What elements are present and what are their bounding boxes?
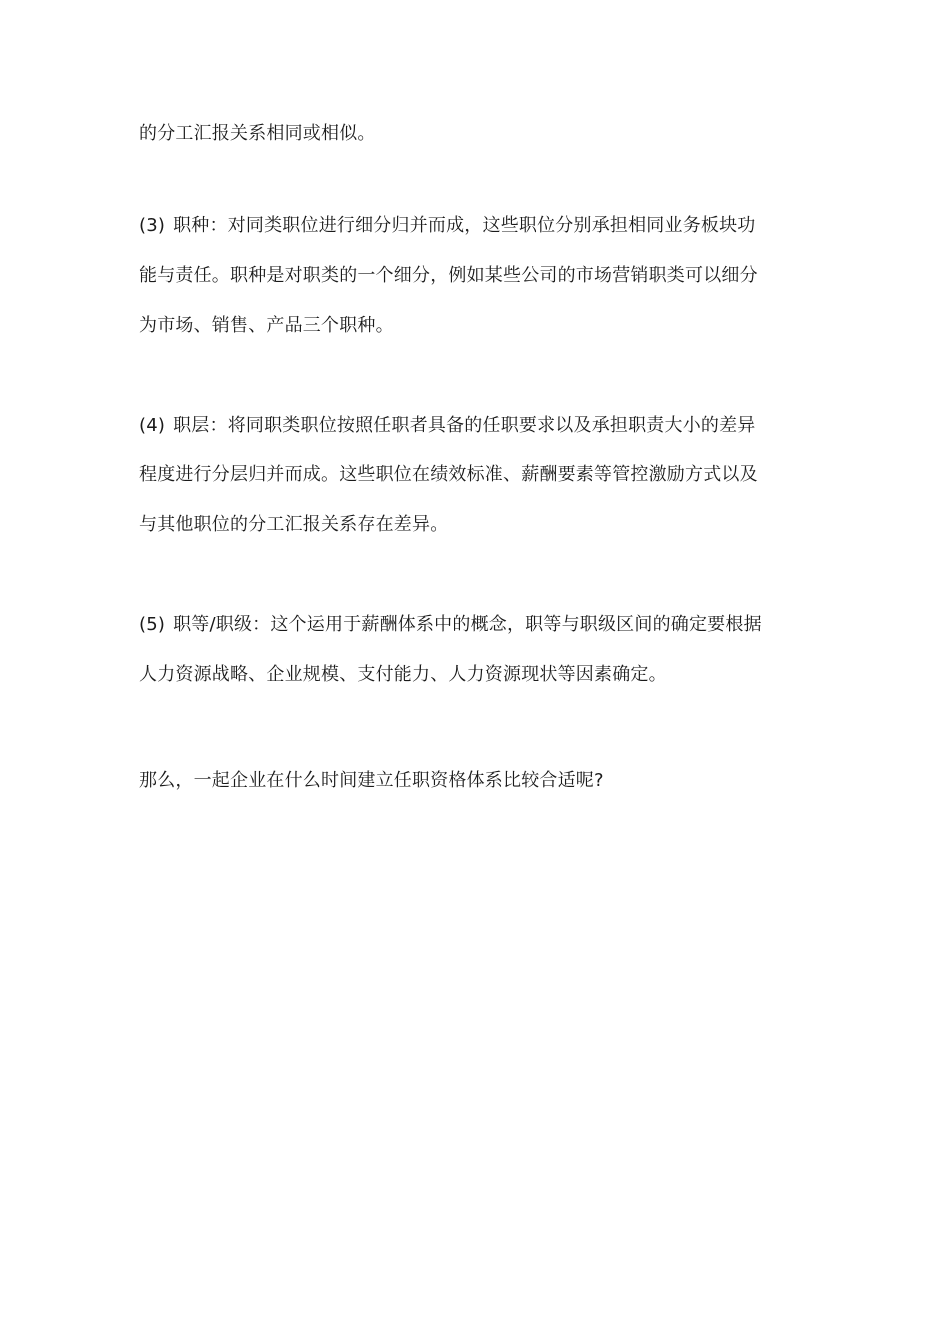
line-text: 能与责任。职种是对职类的一个细分，例如某些公司的市场营销职类可以细分 <box>139 265 758 286</box>
line-text: 职层：将同职类职位按照任职者具备的任职要求以及承担职责大小的差异 <box>173 415 756 436</box>
paragraph-4-line-2 <box>139 463 829 487</box>
paragraph-line-continuation <box>139 122 829 146</box>
line-text: 人力资源战略、企业规模、支付能力、人力资源现状等因素确定。 <box>139 664 667 685</box>
closing-question <box>139 769 829 793</box>
line-text: 为市场、销售、产品三个职种。 <box>139 315 394 336</box>
line-text: 程度进行分层归并而成。这些职位在绩效标准、薪酬要素等管控激励方式以及 <box>139 464 758 485</box>
paragraph-4-line-3 <box>139 513 829 537</box>
line-text: 职种：对同类职位进行细分归并而成，这些职位分别承担相同业务板块功 <box>173 215 756 236</box>
paragraph-3-line-3 <box>139 314 829 338</box>
paragraph-3-line-1 <box>139 214 829 238</box>
item-number-5: (5) <box>139 614 166 635</box>
line-text: 与其他职位的分工汇报关系存在差异。 <box>139 514 449 535</box>
paragraph-5-line-1 <box>139 613 829 637</box>
line-text: 职等/职级：这个运用于薪酬体系中的概念，职等与职级区间的确定要根据 <box>173 614 762 635</box>
item-number-4: (4) <box>139 415 166 436</box>
line-text: 那么，一起企业在什么时间建立任职资格体系比较合适呢? <box>139 770 604 791</box>
paragraph-4-line-1 <box>139 414 829 438</box>
paragraph-3-line-2 <box>139 264 829 288</box>
line-text: 的分工汇报关系相同或相似。 <box>139 123 376 144</box>
paragraph-5-line-2 <box>139 663 829 687</box>
item-number-3: (3) <box>139 215 166 236</box>
